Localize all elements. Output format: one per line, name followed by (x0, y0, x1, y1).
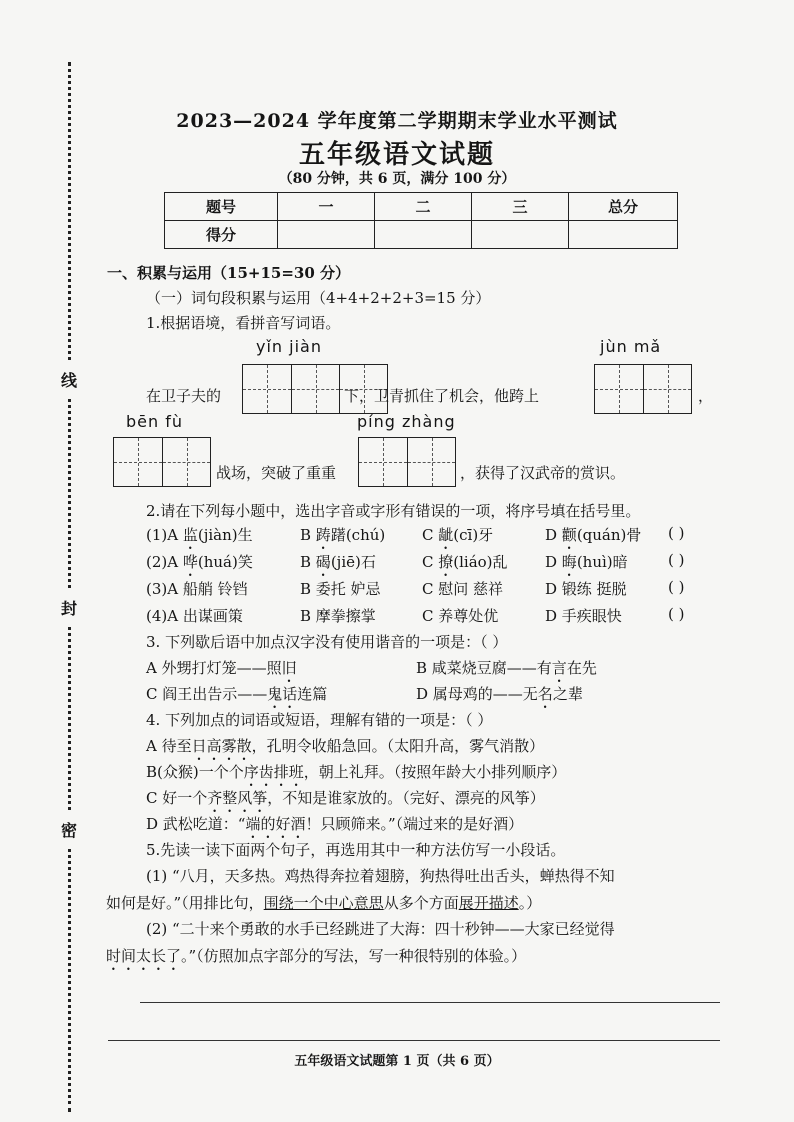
q1-text: ，获得了汉武帝的赏识。 (460, 464, 626, 482)
q2-option: (3)A 船艄 铃铛 (146, 580, 248, 598)
pinyin-yinjian: yǐn jiàn (256, 337, 322, 356)
exam-info: （80 分钟，共 6 页，满分 100 分） (278, 171, 516, 187)
q4-option-b: B(众猴)一个个序齿排班，朝上礼拜。（按照年龄大小排列顺序） (146, 763, 567, 781)
answer-line[interactable] (140, 1002, 720, 1003)
q2-option: (4)A 出谋画策 (146, 607, 243, 625)
answer-parentheses[interactable]: ( ) (668, 605, 685, 623)
q3-option-a: A 外甥打灯笼——照旧 (146, 659, 297, 677)
q5-sentence-2-cont: 时间太长了。”（仿照加点字部分的写法，写一种很特别的体验。） (106, 947, 527, 965)
answer-grid-junma[interactable] (594, 364, 692, 414)
pinyin-pingzhang: píng zhàng (357, 412, 456, 431)
q3-option-c: C 阎王出告示——鬼话连篇 (146, 685, 328, 703)
score-header-cell: 二 (375, 193, 472, 221)
score-table (164, 192, 678, 249)
subject-title: 五年级语文试题 (298, 140, 495, 170)
question-2-title: 2.请在下列每小题中，选出字音或字形有错误的一项，将序号填在括号里。 (146, 502, 641, 520)
q1-text: ， (698, 387, 714, 405)
answer-grid-benfu[interactable] (113, 437, 211, 487)
q2-option: C 养尊处优 (422, 607, 499, 625)
score-row-label: 得分 (165, 221, 278, 249)
question-4-title: 4. 下列加点的词语或短语，理解有错的一项是：（ ） (146, 711, 493, 729)
q3-option-d: D 属母鸡的——无名之辈 (416, 685, 583, 703)
score-input-cell[interactable] (375, 221, 472, 249)
q2-option: B 踌躇(chú) (300, 526, 386, 544)
q5-sentence-1-cont: 如何是好。”（用排比句，围绕一个中心意思从多个方面展开描述。） (106, 894, 542, 912)
side-mark-mi: 密 (52, 812, 86, 847)
score-input-cell[interactable] (278, 221, 375, 249)
score-header-cell: 题号 (165, 193, 278, 221)
exam-title: 2023—2024 学年度第二学期期末学业水平测试 (176, 110, 618, 132)
q1-text: 下，卫青抓住了机会，他跨上 (344, 387, 540, 405)
q2-option: D 晦(huì)暗 (545, 553, 628, 571)
side-mark-xian: 线 (52, 362, 86, 397)
subsection-heading: （一）词句段积累与运用（4+4+2+2+3=15 分） (146, 289, 491, 307)
q2-option: (2)A 哗(huá)笑 (146, 553, 253, 571)
q2-option: B 摩拳擦掌 (300, 607, 376, 625)
pinyin-benfu: bēn fù (126, 412, 183, 431)
score-header-cell: 一 (278, 193, 375, 221)
score-input-cell[interactable] (472, 221, 569, 249)
answer-grid-pingzhang[interactable] (358, 437, 456, 487)
q2-option: C 撩(liáo)乱 (422, 553, 508, 571)
question-3-title: 3. 下列歇后语中加点汉字没有使用谐音的一项是：（ ） (146, 633, 508, 651)
q1-text: 战场，突破了重重 (216, 464, 337, 482)
page-footer: 五年级语文试题第 1 页（共 6 页） (294, 1054, 500, 1069)
side-mark-feng: 封 (52, 590, 86, 625)
q4-option-a: A 待至日高雾散，孔明令收船急回。（太阳升高，雾气消散） (146, 737, 545, 755)
q2-option: D 手疾眼快 (545, 607, 622, 625)
pinyin-junma: jùn mǎ (600, 337, 662, 356)
q2-option: (1)A 监(jiàn)生 (146, 526, 253, 544)
answer-parentheses[interactable]: ( ) (668, 551, 685, 569)
question-1-title: 1.根据语境，看拼音写词语。 (146, 314, 341, 332)
q5-sentence-2: (2) “二十来个勇敢的水手已经跳进了大海：四十秒钟——大家已经觉得 (146, 920, 615, 938)
answer-parentheses[interactable]: ( ) (668, 524, 685, 542)
q3-option-b: B 咸菜烧豆腐——有言在先 (416, 659, 597, 677)
answer-parentheses[interactable]: ( ) (668, 578, 685, 596)
question-5-title: 5.先读一读下面两个句子，再选用其中一种方法仿写一小段话。 (146, 841, 566, 859)
answer-line[interactable] (108, 1040, 720, 1041)
q4-option-d: D 武松吃道：“端的好酒！只顾筛来。”（端过来的是好酒） (146, 815, 524, 833)
q1-text: 在卫子夫的 (146, 387, 222, 405)
q2-option: C 慰问 慈祥 (422, 580, 504, 598)
q2-option: B 碣(jiē)石 (300, 553, 376, 571)
q2-option: B 委托 妒忌 (300, 580, 381, 598)
q4-option-c: C 好一个齐整风筝，不知是谁家放的。（完好、漂亮的风筝） (146, 789, 545, 807)
score-input-cell[interactable] (569, 221, 678, 249)
q2-option: D 颧(quán)骨 (545, 526, 642, 544)
binding-dotted-line (68, 62, 71, 1112)
section-heading: 一、积累与运用（15+15=30 分） (107, 264, 350, 282)
score-header-cell: 三 (472, 193, 569, 221)
q2-option: D 锻练 挺脱 (545, 580, 627, 598)
score-header-cell: 总分 (569, 193, 678, 221)
q5-sentence-1: (1) “八月，天多热。鸡热得奔拉着翅膀，狗热得吐出舌头，蝉热得不知 (146, 867, 615, 885)
q2-option: C 龇(cī)牙 (422, 526, 494, 544)
